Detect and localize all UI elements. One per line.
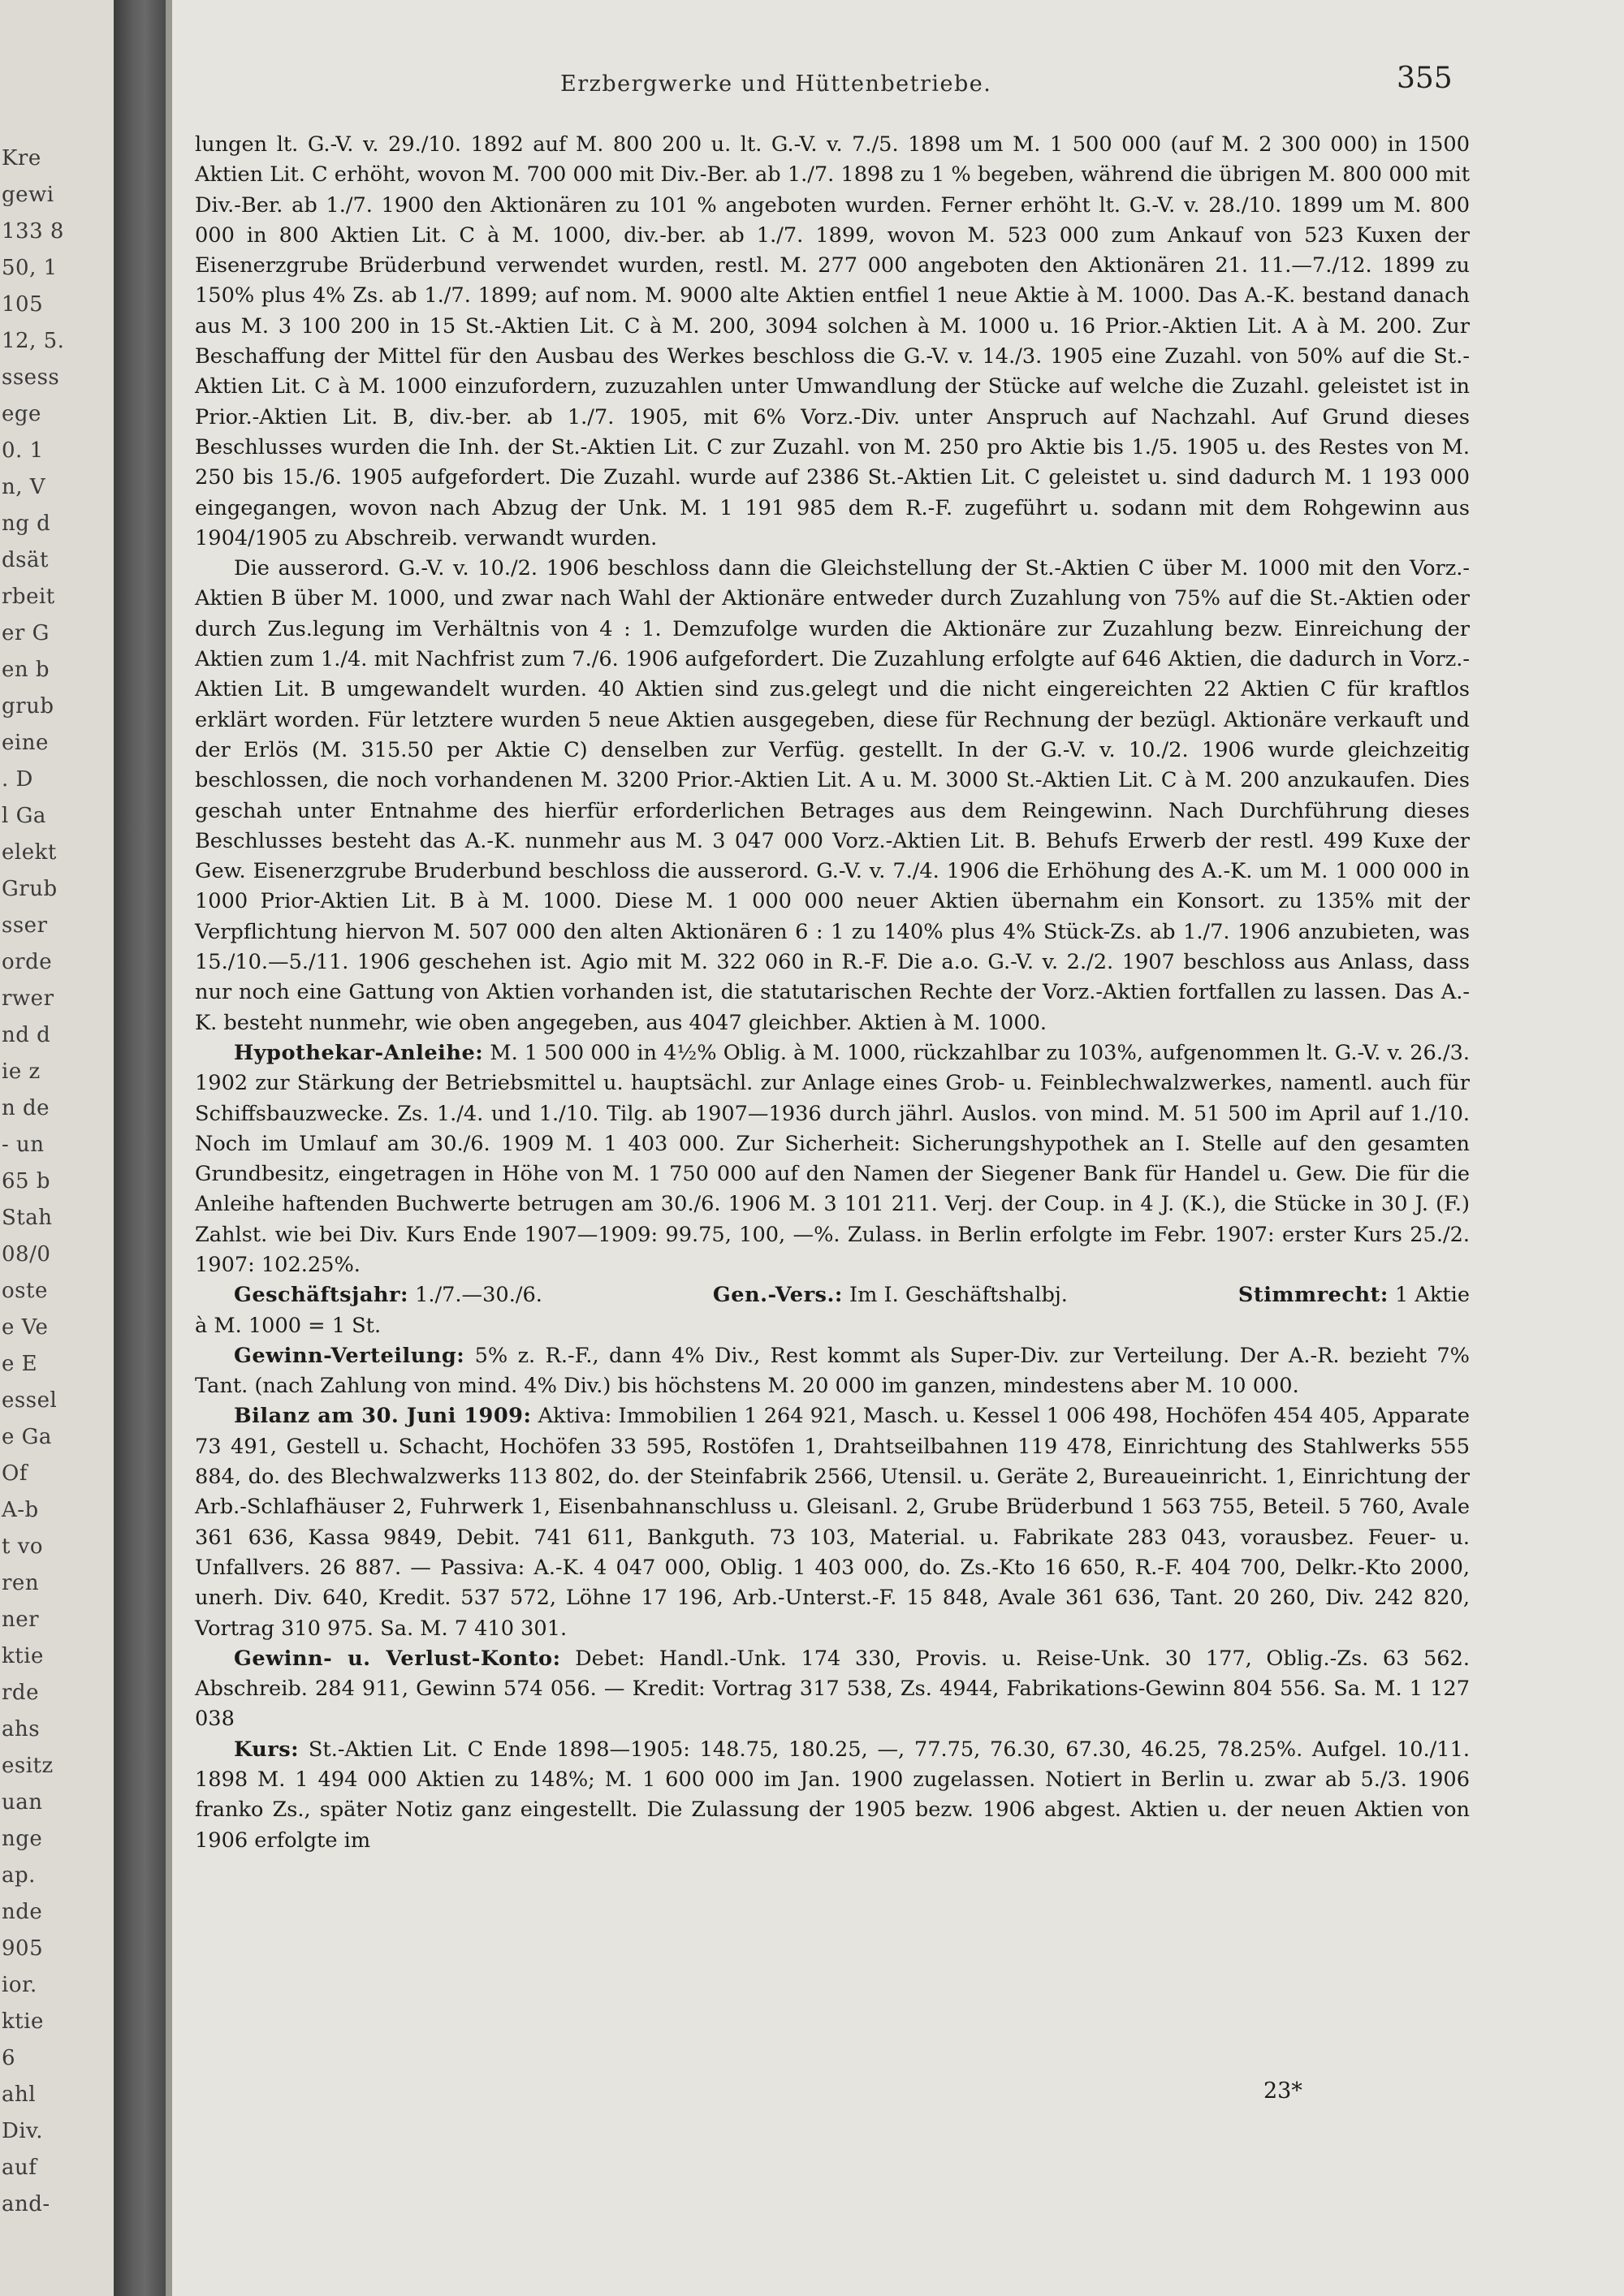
facing-page-fragment: ren — [2, 1571, 40, 1595]
facing-page-fragment: ner — [2, 1608, 40, 1632]
paragraph-text: lungen lt. G.-V. v. 29./10. 1892 auf M. 800 200 u. lt. G.-V. v. 7./5. 1898 um M. 1 500 000 (auf M. 2 300 000) in 1500 Aktien Lit. C erhöht, wovon M. 700 000 mit Div.-Ber. ab 1./7. 1898 zu 1 % begeben, während die übrigen M. 800 000 mit Div.-Ber. ab 1./7. 1900 den Aktionären zu 101 % angeboten wurden. Ferner erhöht lt. G.-V. v. 28./10. 1899 um M. 800 000 in 800 Aktien Lit. C à M. 1000, div.-ber. ab 1./7. 1899, wovon M. 523 000 zum Ankauf von 523 Kuxen der Eisenerzgrube Brüderbund verwendet wurden, restl. M. 277 000 angeboten den Aktionären 21. 11.—7./12. 1899 zu 150% plus 4% Zs. ab 1./7. 1899; auf nom. M. 9000 alte Aktien entfiel 1 neue Aktie à M. 1000. Das A.-K. bestand danach aus M. 3 100 200 in 15 St.-Aktien Lit. C à M. 200, 3094 solchen à M. 1000 u. 16 Prior.-Aktien Lit. A à M. 200. Zur Beschaffung der Mittel für den Ausbau des Werkes beschloss die G.-V. v. 14./3. 1905 eine Zuzahl. von 50% auf die St.-Aktien Lit. C à M. 1000 einzufordern, zuzuzahlen unter Umwandlung der Stücke auf welche die Zuzahl. geleistet ist in Prior.-Aktien Lit. B, div.-ber. ab 1./7. 1905, mit 6% Vorz.-Div. unter Anspruch auf Nachzahl. Auf Grund dieses Beschlusses wurden die Inh. der St.-Aktien Lit. C zur Zuzahl. von M. 250 pro Aktie bis 1./5. 1905 u. des Restes von M. 250 bis 15./6. 1905 aufgefordert. Die Zuzahl. wurde auf 2386 St.-Aktien Lit. C geleistet u. sind dadurch M. 1 193 000 eingegangen, wovon nach Abzug der Unk. M. 1 191 985 dem R.-F. zugeführt u. sodann mit dem Rohgewinn aus 1904/1905 zu Abschreib. verwandt wurden. — [195, 132, 1470, 550]
facing-page-fragment: oste — [2, 1279, 48, 1303]
page-edge — [166, 0, 172, 2296]
field-value: Im I. Geschäftshalbj. — [842, 1283, 1068, 1308]
section-label: Gen.-Vers.: — [712, 1283, 843, 1308]
facing-page-fragment: er G — [2, 621, 50, 645]
facing-page-fragment: ahl — [2, 2082, 37, 2107]
field-value: 1./7.—30./6. — [408, 1283, 542, 1308]
paragraph-text: 5% z. R.-F., dann 4% Div., Rest kommt als Super-Div. zur Verteilung. Der A.-R. bezieht 7% Tant. (nach Zahlung von mind. 4% Div.) bis höchstens M. 20 000 im ganzen, mindestens aber M. 10 000. — [195, 1343, 1470, 1399]
facing-page-fragment: uan — [2, 1790, 43, 1815]
facing-page-fragment: ktie — [2, 2009, 44, 2034]
paragraph-gewinn-verteilung — [195, 1341, 1470, 1402]
facing-page-fragment: rwer — [2, 986, 54, 1011]
facing-page-fragment: orde — [2, 950, 53, 974]
page-number: 355 — [1397, 62, 1453, 95]
facing-page-fragment: 105 — [2, 292, 44, 317]
geschaeftsjahr — [234, 1280, 542, 1310]
paragraph-text: à M. 1000 = 1 St. — [195, 1313, 382, 1338]
facing-page-fragment: 0. 1 — [2, 438, 44, 463]
facing-page-fragment: 50, 1 — [2, 256, 58, 280]
facing-page-fragment: Div. — [2, 2119, 44, 2143]
facing-page-fragment: e E — [2, 1352, 38, 1376]
facing-page-fragment: gewi — [2, 183, 54, 207]
paragraph-capital-history — [195, 130, 1470, 554]
facing-page-fragment: auf — [2, 2156, 37, 2180]
field-value: 1 Aktie — [1388, 1283, 1470, 1308]
paragraph-bilanz — [195, 1401, 1470, 1643]
facing-page-fragment: and- — [2, 2192, 50, 2216]
facing-page-fragment: e Ga — [2, 1425, 52, 1449]
facing-page-fragment: ap. — [2, 1863, 36, 1888]
running-title: Erzbergwerke und Hüttenbetriebe. — [560, 71, 992, 97]
facing-page-fragment: 08/0 — [2, 1242, 51, 1267]
facing-page-fragment: ie z — [2, 1060, 41, 1084]
facing-page-fragment: eine — [2, 731, 49, 755]
facing-page-fragment: elekt — [2, 840, 57, 865]
facing-page-fragment: - un — [2, 1133, 45, 1157]
facing-page-fragment: rde — [2, 1681, 39, 1705]
meta-row — [195, 1280, 1470, 1310]
paragraph-capital-changes — [195, 554, 1470, 1038]
facing-page-fragment: esitz — [2, 1754, 54, 1778]
facing-page-fragment: 133 8 — [2, 219, 64, 244]
facing-page-fragment: e Ve — [2, 1315, 49, 1340]
facing-page-fragment: ktie — [2, 1644, 44, 1668]
facing-page-fragment: n de — [2, 1096, 50, 1120]
facing-page-fragment: 905 — [2, 1936, 44, 1961]
facing-page-fragment: nd d — [2, 1023, 51, 1047]
facing-page-fragment: Stah — [2, 1206, 53, 1230]
facing-page-fragment: A-b — [2, 1498, 39, 1522]
facing-page-fragment: essel — [2, 1388, 58, 1413]
facing-page-fragment: 6 — [2, 2046, 16, 2070]
paragraph-hypothekar-anleihe — [195, 1038, 1470, 1280]
facing-page-fragment: dsät — [2, 548, 49, 572]
facing-page-fragment: l Ga — [2, 804, 46, 828]
facing-page-fragment: . D — [2, 767, 33, 792]
section-label: Hypothekar-Anleihe: — [234, 1040, 484, 1065]
paragraph-text: St.-Aktien Lit. C Ende 1898—1905: 148.75, 180.25, —, 77.75, 76.30, 67.30, 46.25, 78.25%. Aufgel. 10./11. 1898 M. 1 494 000 Aktien zu 148%; M. 1 600 000 im Jan. 1900 zugelassen. Notiert in Berlin u. zwar ab 5./3. 1906 franko Zs., später Notiz ganz eingestellt. Die Zulassung der 1905 bezw. 1906 abgest. Aktien u. der neuen Aktien von 1906 erfolgte im — [195, 1737, 1470, 1853]
book-gutter — [114, 0, 166, 2296]
paragraph-text: Aktiva: Immobilien 1 264 921, Masch. u. Kessel 1 006 498, Hochöfen 454 405, Apparate 73 491, Gestell u. Schacht, Hochöfen 33 595, Rostöfen 1, Drahtseilbahnen 119 478, Einrichtung des Stahlwerks 555 884, do. des Blechwalzwerks 113 802, do. der Steinfabrik 2566, Utensil. u. Geräte 2, Bureaueinricht. 1, Einrichtung der Arb.-Schlafhäuser 2, Fuhrwerk 1, Eisenbahnanschluss u. Gleisanl. 2, Grube Brüderbund 1 563 755, Beteil. 5 760, Avale 361 636, Kassa 9849, Debit. 741 611, Bankguth. 73 103, Material. u. Fabrikate 283 043, vorausbez. Feuer- u. Unfallvers. 26 887. — Passiva: A.-K. 4 047 000, Oblig. 1 403 000, do. Zs.-Kto 16 650, R.-F. 404 700, Delkr.-Kto 2000, unerh. Div. 640, Kredit. 537 572, Löhne 17 196, Arb.-Unterst.-F. 15 848, Avale 361 636, Tant. 20 260, Div. 242 820, Vortrag 310 975. Sa. M. 7 410 301. — [195, 1404, 1470, 1641]
section-label: Gewinn- u. Verlust-Konto: — [234, 1646, 561, 1671]
facing-page-fragment: Grub — [2, 877, 58, 901]
gen-vers — [713, 1280, 1068, 1310]
stimmrecht-continuation — [195, 1311, 1470, 1341]
facing-page-fragment: Of — [2, 1461, 28, 1486]
section-label: Stimmrecht: — [1237, 1283, 1389, 1308]
facing-page-fragment: ahs — [2, 1717, 41, 1741]
facing-page-fragment: ssess — [2, 365, 60, 390]
facing-page-fragment: ege — [2, 402, 41, 426]
paragraph-kurs — [195, 1735, 1470, 1856]
facing-page-fragment: 12, 5. — [2, 329, 65, 353]
section-label: Gewinn-Verteilung: — [234, 1343, 465, 1368]
facing-page-fragment: nde — [2, 1900, 43, 1924]
left-page-margin — [0, 0, 114, 2296]
paragraph-text: M. 1 500 000 in 4½% Oblig. à M. 1000, rückzahlbar zu 103%, aufgenommen lt. G.-V. v. 26./3. 1902 zur Stärkung der Betriebsmittel u. hauptsächl. zur Anlage eines Grob- u. Feinblechwalzwerkes, namentl. auch für Schiffsbauzwecke. Zs. 1./4. und 1./10. Tilg. ab 1907—1936 durch jährl. Auslos. von mind. M. 51 500 im April auf 1./10. Noch im Umlauf am 30./6. 1909 M. 1 403 000. Zur Sicherheit: Sicherungshypothek an I. Stelle auf den gesamten Grundbesitz, eingetragen in Höhe von M. 1 750 000 auf den Namen der Siegener Bank für Handel u. Gew. Die für die Anleihe haftenden Buchwerte betrugen am 30./6. 1906 M. 3 101 211. Verj. der Coup. in 4 J. (K.), die Stücke in 30 J. (F.) Zahlst. wie bei Div. Kurs Ende 1907—1909: 99.75, 100, —%. Zulass. in Berlin erfolgte im Febr. 1907: erster Kurs 25./2. 1907: 102.25%. — [195, 1040, 1470, 1277]
facing-page-fragment: rbeit — [2, 585, 55, 609]
signature-mark: 23* — [1263, 2078, 1302, 2104]
facing-page-fragment: t vo — [2, 1534, 44, 1559]
facing-page-fragment: ior. — [2, 1973, 37, 1997]
facing-page-fragment: Kre — [2, 146, 41, 170]
facing-page-fragment: en b — [2, 658, 50, 682]
facing-page-fragment: sser — [2, 913, 48, 938]
body-text — [195, 130, 1470, 1856]
section-label: Bilanz am 30. Juni 1909: — [234, 1404, 532, 1429]
facing-page-fragment: 65 b — [2, 1169, 50, 1193]
facing-page-fragment: grub — [2, 694, 54, 719]
section-label: Geschäftsjahr: — [234, 1283, 408, 1308]
stimmrecht — [1238, 1280, 1470, 1310]
section-label: Kurs: — [234, 1737, 300, 1762]
facing-page-fragment: ng d — [2, 511, 51, 536]
facing-page-fragment: nge — [2, 1827, 43, 1851]
facing-page-fragment: n, V — [2, 475, 46, 499]
paragraph-gewinn-verlust — [195, 1644, 1470, 1735]
paragraph-text: Debet: Handl.-Unk. 174 330, Provis. u. Reise-Unk. 30 177, Oblig.-Zs. 63 562. Abschreib. 284 911, Gewinn 574 056. — Kredit: Vortrag 317 538, Zs. 4944, Fabrikations-Gewinn 804 556. Sa. M. 1 127 038 — [195, 1646, 1470, 1732]
paragraph-text: Die ausserord. G.-V. v. 10./2. 1906 beschloss dann die Gleichstellung der St.-Aktien C über M. 1000 mit den Vorz.-Aktien B über M. 1000, und zwar nach Wahl der Aktionäre entweder durch Zuzahlung von 75% auf die St.-Aktien oder durch Zus.legung im Verhältnis von 4 : 1. Demzufolge wurden die Aktionäre zur Zuzahlung bezw. Einreichung der Aktien zum 1./4. mit Nachfrist zum 7./6. 1906 aufgefordert. Die Zuzahlung erfolgte auf 646 Aktien, die dadurch in Vorz.-Aktien Lit. B umgewandelt wurden. 40 Aktien sind zus.gelegt und die nicht eingereichten 22 Aktien C für kraftlos erklärt worden. Für letztere wurden 5 neue Aktien ausgegeben, diese für Rechnung der bezügl. Aktionäre verkauft und der Erlös (M. 315.50 per Aktie C) denselben zur Verfüg. gestellt. In der G.-V. v. 10./2. 1906 wurde gleichzeitig beschlossen, die noch vorhandenen M. 3200 Prior.-Aktien Lit. A u. M. 3000 St.-Aktien Lit. C à M. 200 anzukaufen. Dies geschah unter Entnahme des hierfür erforderlichen Betrages aus dem Reingewinn. Nach Durchführung dieses Beschlusses besteht das A.-K. nunmehr aus M. 3 047 000 Vorz.-Aktien Lit. B. Behufs Erwerb der restl. 499 Kuxe der Gew. Eisenerzgrube Bruderbund beschloss die ausserord. G.-V. v. 7./4. 1906 die Erhöhung des A.-K. um M. 1 000 000 in 1000 Prior-Aktien Lit. B à M. 1000. Diese M. 1 000 000 neuer Aktien übernahm ein Konsort. zu 135% mit der Verpflichtung hiervon M. 507 000 den alten Aktionären 6 : 1 zu 140% plus 4% Stück-Zs. ab 1./7. 1906 anzubieten, was 15./10.—5./11. 1906 geschehen ist. Agio mit M. 322 060 in R.-F. Die a.o. G.-V. v. 2./2. 1907 beschloss aus Anlass, dass nur noch eine Gattung von Aktien vorhanden ist, die statutarischen Rechte der Vorz.-Aktien fortfallen zu lassen. Das A.-K. besteht nunmehr, wie oben angegeben, aus 4047 gleichber. Aktien à M. 1000. — [195, 556, 1470, 1035]
